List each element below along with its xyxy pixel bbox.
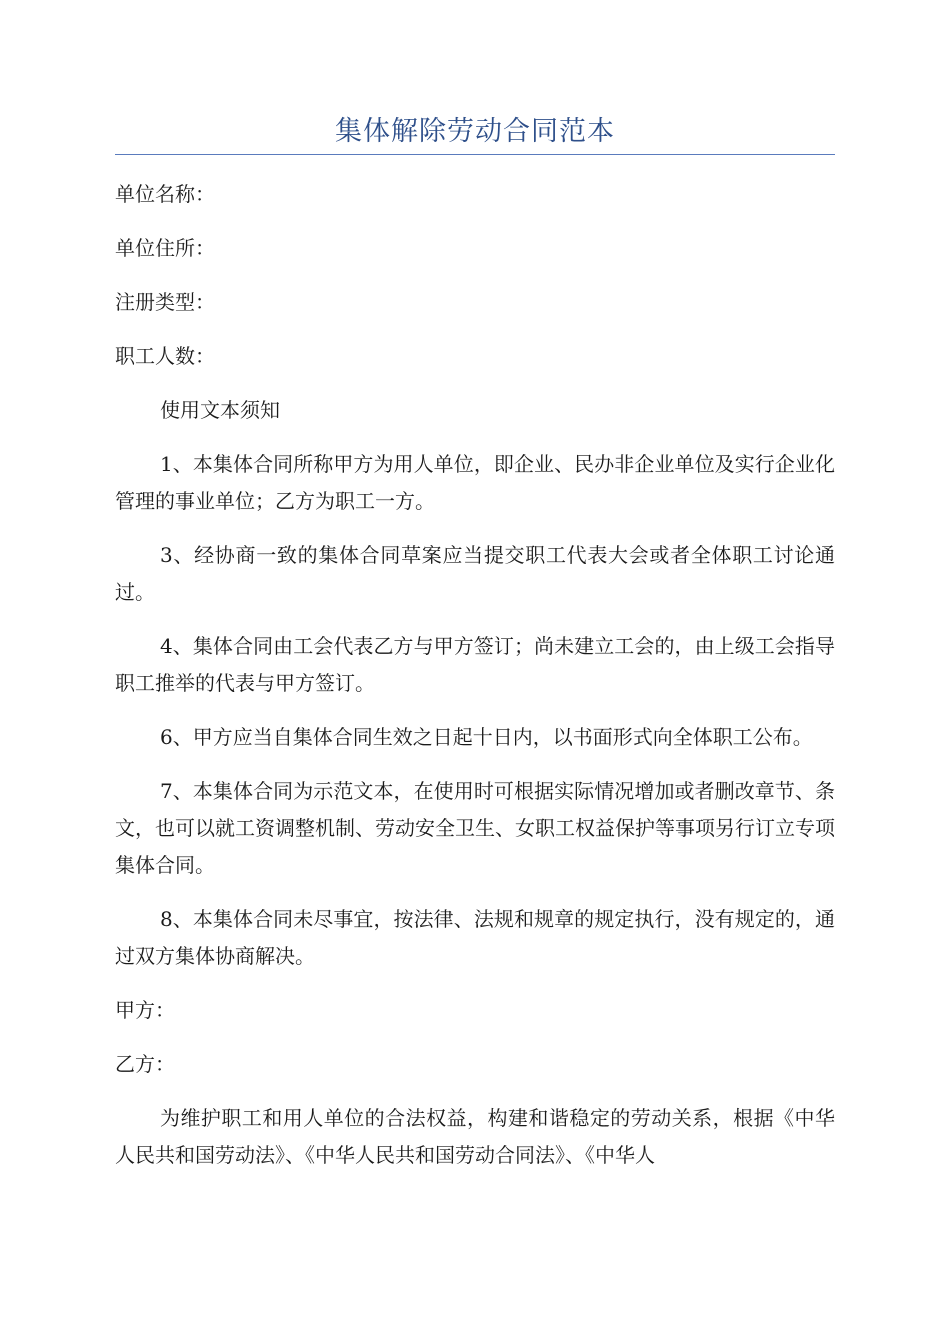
party-b-label: 乙方： xyxy=(115,1052,175,1076)
party-a-label: 甲方： xyxy=(115,998,175,1022)
field-unit-name: 单位名称： xyxy=(115,182,215,206)
document-title: 集体解除劳动合同范本 xyxy=(335,116,615,147)
notice-item-4: 4、集体合同由工会代表乙方与甲方签订；尚未建立工会的，由上级工会指导职工推举的代表与甲方签订。 xyxy=(115,634,835,695)
notice-item-8: 8、本集体合同未尽事宜，按法律、法规和规章的规定执行，没有规定的，通过双方集体协商解决。 xyxy=(115,907,835,968)
title-underline xyxy=(115,154,835,155)
field-employee-count: 职工人数： xyxy=(115,344,215,368)
notice-item-3: 3、经协商一致的集体合同草案应当提交职工代表大会或者全体职工讨论通过。 xyxy=(115,543,835,604)
notice-item-1: 1、本集体合同所称甲方为用人单位，即企业、民办非企业单位及实行企业化管理的事业单位；乙方为职工一方。 xyxy=(115,452,835,513)
preamble-paragraph: 为维护职工和用人单位的合法权益，构建和谐稳定的劳动关系，根据《中华人民共和国劳动法》、《中华人民共和国劳动合同法》、《中华人 xyxy=(115,1106,835,1167)
field-registration-type: 注册类型： xyxy=(115,290,215,314)
notice-item-6: 6、甲方应当自集体合同生效之日起十日内，以书面形式向全体职工公布。 xyxy=(160,725,813,749)
notice-heading: 使用文本须知 xyxy=(160,398,280,422)
notice-item-7: 7、本集体合同为示范文本，在使用时可根据实际情况增加或者删改章节、条文，也可以就工资调整机制、劳动安全卫生、女职工权益保护等事项另行订立专项集体合同。 xyxy=(115,779,835,877)
document-body xyxy=(115,176,835,1191)
field-unit-address: 单位住所： xyxy=(115,236,215,260)
